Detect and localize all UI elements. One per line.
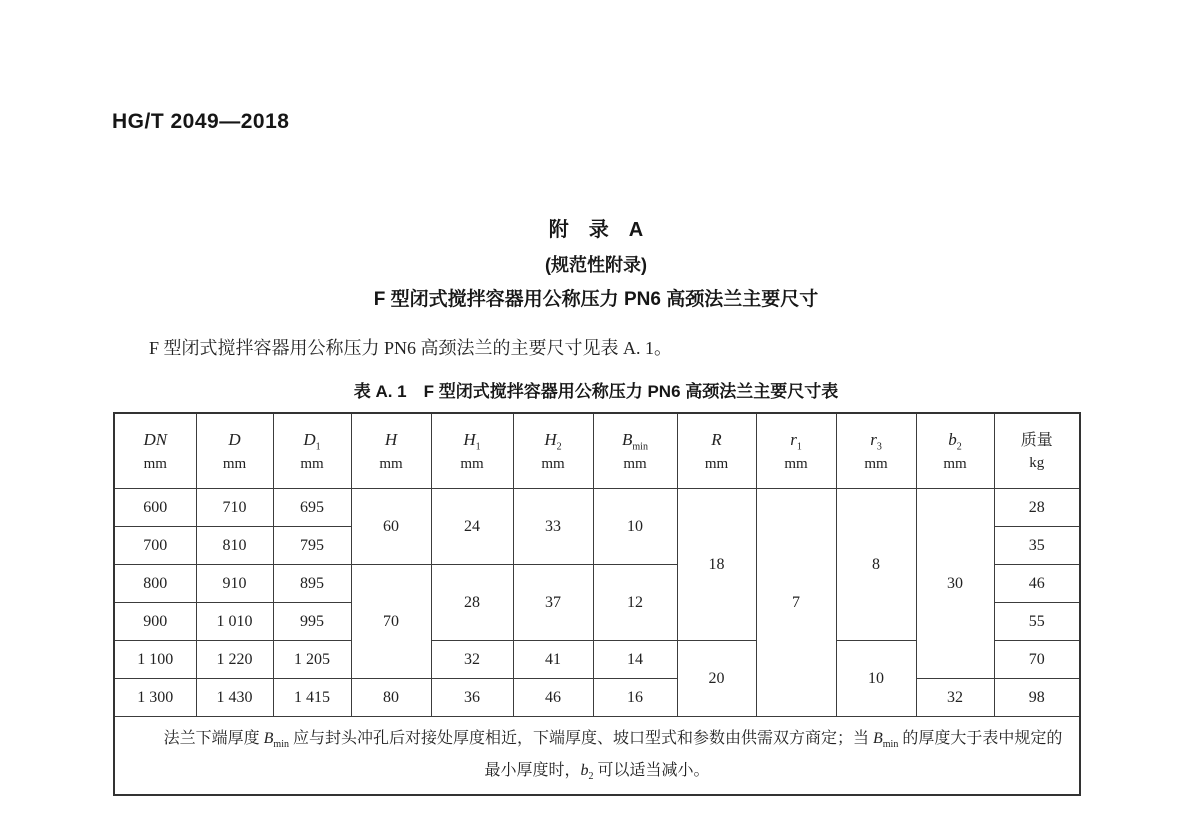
table-cell: 7 (756, 489, 836, 717)
symbol-sub: 2 (556, 441, 562, 453)
table-cell: 41 (513, 641, 593, 679)
note-segment: 可以适当减小。 (593, 761, 710, 779)
header-cell-d1 (273, 413, 351, 489)
b2-symbol: b (580, 761, 589, 779)
appendix-heading: F 型闭式搅拌容器用公称压力 PN6 高颈法兰主要尺寸 (373, 289, 819, 310)
unit-label: mm (460, 456, 484, 473)
table-body (114, 489, 1080, 796)
symbol-b2: b (948, 429, 957, 449)
header-cell-b2 (916, 413, 994, 489)
bmin-symbol: B (263, 730, 274, 747)
header-cell-bmin (593, 413, 677, 489)
bmin-symbol-sub: min (273, 739, 289, 751)
header-cell-h2 (513, 413, 593, 489)
header-cell-h1 (431, 413, 513, 489)
symbol-sub: 3 (876, 441, 882, 453)
table-cell: 600 (114, 489, 196, 527)
table-cell: 710 (196, 489, 273, 527)
table-cell: 700 (114, 527, 196, 565)
table-cell: 1 220 (196, 641, 273, 679)
unit-label: mm (943, 456, 967, 473)
table-cell: 895 (273, 565, 351, 603)
table-row-dn1300 (114, 679, 1080, 717)
symbol-sub: 1 (475, 441, 481, 453)
unit-label: mm (784, 456, 808, 473)
symbol-h2: H (544, 429, 557, 449)
table-cell: 46 (994, 565, 1080, 603)
unit-label: mm (143, 456, 167, 473)
symbol-r3: r (870, 429, 877, 449)
table-note-row (114, 717, 1080, 796)
table-cell: 37 (513, 565, 593, 641)
header-cell-r (677, 413, 756, 489)
table-cell: 35 (994, 527, 1080, 565)
table-cell: 24 (431, 489, 513, 565)
unit-label: mm (541, 456, 565, 473)
unit-label: mm (623, 456, 647, 473)
table-cell: 32 (916, 679, 994, 717)
table-cell: 995 (273, 603, 351, 641)
table-cell: 28 (431, 565, 513, 641)
header-cell-dn (114, 413, 196, 489)
bmin-symbol: B (873, 730, 883, 747)
flange-dimensions-table (113, 412, 1081, 796)
table-cell: 30 (916, 489, 994, 679)
symbol-d: D (228, 429, 241, 449)
header-cell-d (196, 413, 273, 489)
symbol-sub: 2 (956, 441, 962, 453)
unit-label: mm (704, 456, 729, 473)
unit-label: mm (222, 456, 247, 473)
unit-label: mm (379, 456, 403, 473)
table-cell: 1 430 (196, 679, 273, 717)
unit-label: mm (864, 456, 888, 473)
table-cell: 695 (273, 489, 351, 527)
table-cell: 70 (351, 565, 431, 679)
header-cell-r1 (756, 413, 836, 489)
table-cell: 800 (114, 565, 196, 603)
table-cell: 1 100 (114, 641, 196, 679)
appendix-title: 附 录 A (548, 219, 644, 241)
table-cell: 1 010 (196, 603, 273, 641)
standard-number-header: HG/T 2049—2018 (112, 110, 290, 133)
table-cell: 55 (994, 603, 1080, 641)
table-cell: 12 (593, 565, 677, 641)
table-cell: 1 300 (114, 679, 196, 717)
table-cell: 18 (677, 489, 756, 641)
symbol-bmin: B (622, 429, 633, 449)
table-cell: 1 205 (273, 641, 351, 679)
table-cell: 8 (836, 489, 916, 641)
note-segment: 的厚度大于表中规定的最小厚度时， (484, 730, 1063, 779)
table-cell: 16 (593, 679, 677, 717)
symbol-h1: H (463, 429, 476, 449)
symbol-mass: 质量 (1020, 431, 1053, 449)
table-cell: 36 (431, 679, 513, 717)
bmin-symbol-sub: min (882, 739, 899, 751)
symbol-sub: min (632, 441, 648, 453)
table-cell: 46 (513, 679, 593, 717)
symbol-h: H (384, 429, 398, 449)
table-cell: 10 (836, 641, 916, 717)
symbol-r1: r (790, 429, 797, 449)
table-cell: 70 (994, 641, 1080, 679)
table-cell: 98 (994, 679, 1080, 717)
unit-label: kg (1029, 454, 1045, 471)
table-cell: 900 (114, 603, 196, 641)
symbol-dn: DN (143, 429, 168, 449)
table-row-dn600 (114, 489, 1080, 527)
table-note-cell (114, 717, 1080, 796)
symbol-sub: 1 (315, 441, 321, 453)
table-cell: 810 (196, 527, 273, 565)
note-segment: 应与封头冲孔后对接处厚度相近，下端厚度、坡口型式和参数由供需双方商定；当 (288, 730, 873, 747)
table-cell: 28 (994, 489, 1080, 527)
unit-label: mm (300, 456, 324, 473)
table-cell: 10 (593, 489, 677, 565)
table-header (114, 413, 1080, 489)
table-cell: 910 (196, 565, 273, 603)
symbol-r: R (711, 429, 722, 449)
table-cell: 1 415 (273, 679, 351, 717)
header-cell-r3 (836, 413, 916, 489)
table-note-text (129, 723, 1065, 786)
symbol-d1: D (303, 429, 316, 449)
table-cell: 33 (513, 489, 593, 565)
b2-symbol-sub: 2 (588, 770, 594, 782)
intro-paragraph: F 型闭式搅拌容器用公称压力 PN6 高颈法兰的主要尺寸见表 A. 1。 (149, 338, 673, 358)
table-cell: 60 (351, 489, 431, 565)
table-cell: 20 (677, 641, 756, 717)
header-cell-h (351, 413, 431, 489)
header-row (114, 413, 1080, 489)
table-cell: 14 (593, 641, 677, 679)
symbol-sub: 1 (796, 441, 802, 453)
appendix-subtitle: (规范性附录) (545, 255, 647, 275)
header-cell-mass (994, 413, 1080, 489)
table-cell: 80 (351, 679, 431, 717)
table-cell: 32 (431, 641, 513, 679)
table-caption: 表 A. 1 F 型闭式搅拌容器用公称压力 PN6 高颈法兰主要尺寸表 (353, 382, 839, 401)
note-segment: 法兰下端厚度 (163, 730, 264, 747)
table-cell: 795 (273, 527, 351, 565)
